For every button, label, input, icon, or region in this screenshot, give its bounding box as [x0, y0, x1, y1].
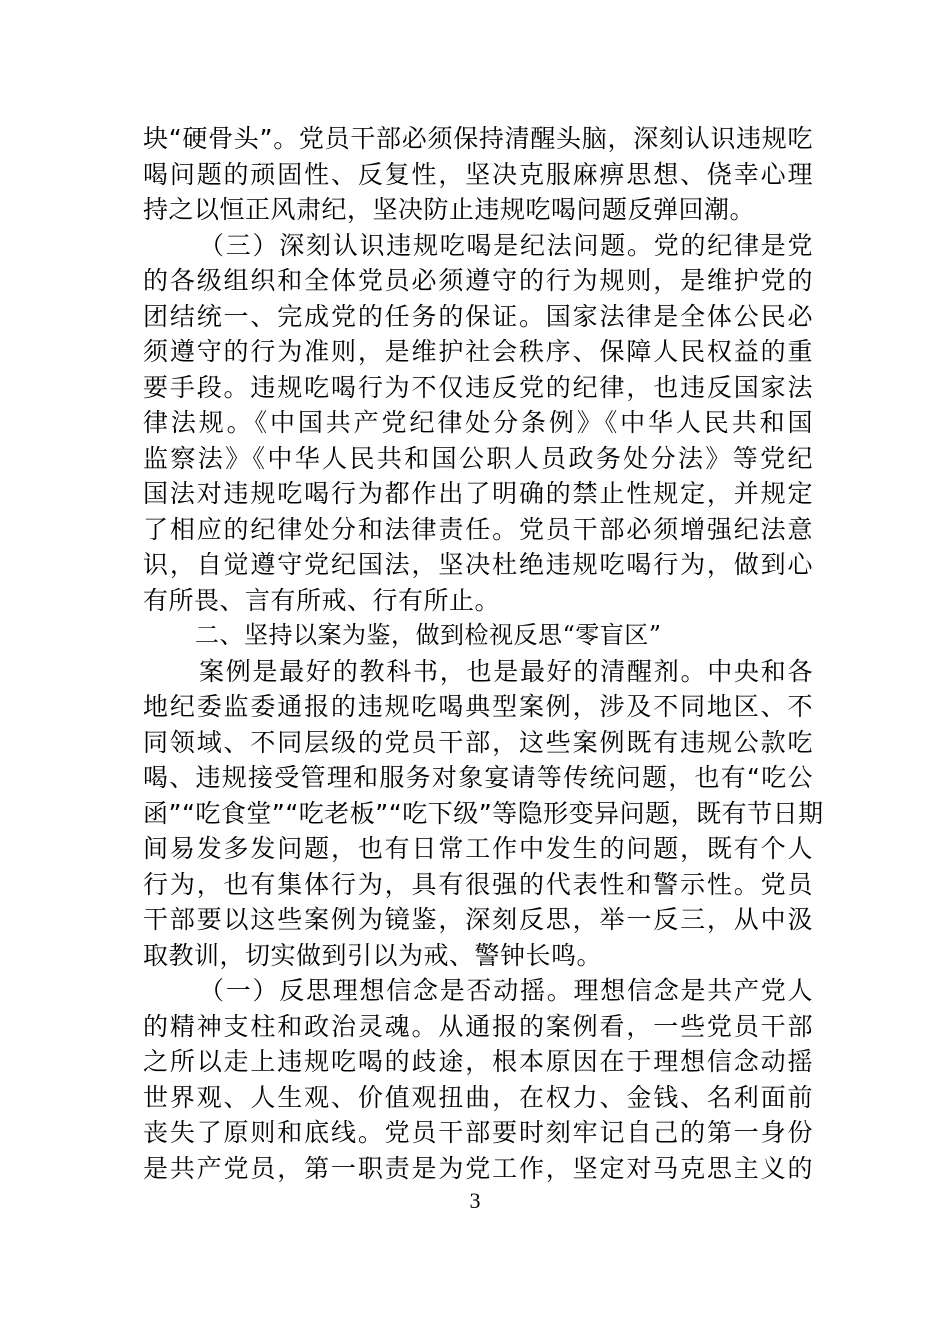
- section-heading-1: （一）反思理想信念是否动摇。理想信念是共产党人: [199, 976, 813, 1005]
- text-line: 须遵守的行为准则，是维护社会秩序、保障人民权益的重: [143, 337, 813, 366]
- text-line: 案例是最好的教科书，也是最好的清醒剂。中央和各: [199, 656, 813, 686]
- text-line: 团结统一、完成党的任务的保证。国家法律是全体公民必: [143, 301, 813, 331]
- text-line: 干部要以这些案例为镜鉴，深刻反思，举一反三，从中汲: [143, 905, 813, 934]
- text-line: 律法规。《中国共产党纪律处分条例》《中华人民共和国: [143, 408, 813, 437]
- text-line: 持之以恒正风肃纪，坚决防止违规吃喝问题反弹回潮。: [143, 195, 756, 224]
- chapter-heading-2: 二、坚持以案为鉴，做到检视反思“零盲区”: [195, 621, 662, 649]
- text-line: 取教训，切实做到引以为戒、警钟长鸣。: [143, 940, 603, 970]
- text-line: 函”“吃食堂”“吃老板”“吃下级”等隐形变异问题，既有节日期: [143, 798, 824, 828]
- text-line: 同领域、不同层级的党员干部，这些案例既有违规公款吃: [143, 727, 813, 757]
- text-line: 世界观、人生观、价值观扭曲，在权力、金钱、名利面前: [143, 1082, 813, 1112]
- text-line: 要手段。违规吃喝行为不仅违反党的纪律，也违反国家法: [143, 372, 813, 402]
- text-line: 了相应的纪律处分和法律责任。党员干部必须增强纪法意: [143, 514, 813, 544]
- page-number: 3: [469, 1188, 481, 1213]
- text-line: 监察法》《中华人民共和国公职人员政务处分法》等党纪: [143, 443, 813, 473]
- text-line: 地纪委监委通报的违规吃喝典型案例，涉及不同地区、不: [143, 692, 813, 721]
- text-line: 丧失了原则和底线。党员干部要时刻牢记自己的第一身份: [143, 1118, 813, 1147]
- text-line: 块“硬骨头”。党员干部必须保持清醒头脑，深刻认识违规吃: [143, 124, 813, 153]
- text-line: 行为，也有集体行为，具有很强的代表性和警示性。党员: [143, 869, 813, 899]
- text-line: 国法对违规吃喝行为都作出了明确的禁止性规定，并规定: [143, 479, 813, 508]
- text-line: 的各级组织和全体党员必须遵守的行为规则，是维护党的: [143, 266, 813, 295]
- text-line: 是共产党员，第一职责是为党工作，坚定对马克思主义的: [143, 1153, 813, 1183]
- text-line: 喝问题的顽固性、反复性，坚决克服麻痹思想、侥幸心理: [143, 159, 813, 189]
- text-line: 间易发多发问题，也有日常工作中发生的问题，既有个人: [143, 834, 813, 863]
- text-line: 的精神支柱和政治灵魂。从通报的案例看，一些党员干部: [143, 1011, 813, 1041]
- text-line: 喝、违规接受管理和服务对象宴请等传统问题，也有“吃公: [143, 763, 813, 792]
- body-text: [143, 121, 824, 1186]
- text-line: 识，自觉遵守党纪国法，坚决杜绝违规吃喝行为，做到心: [143, 550, 813, 579]
- text-line: 之所以走上违规吃喝的歧途，根本原因在于理想信念动摇: [143, 1047, 813, 1076]
- section-heading-3: （三）深刻认识违规吃喝是纪法问题。党的纪律是党: [199, 230, 813, 260]
- text-line: 有所畏、言有所戒、行有所止。: [143, 585, 501, 615]
